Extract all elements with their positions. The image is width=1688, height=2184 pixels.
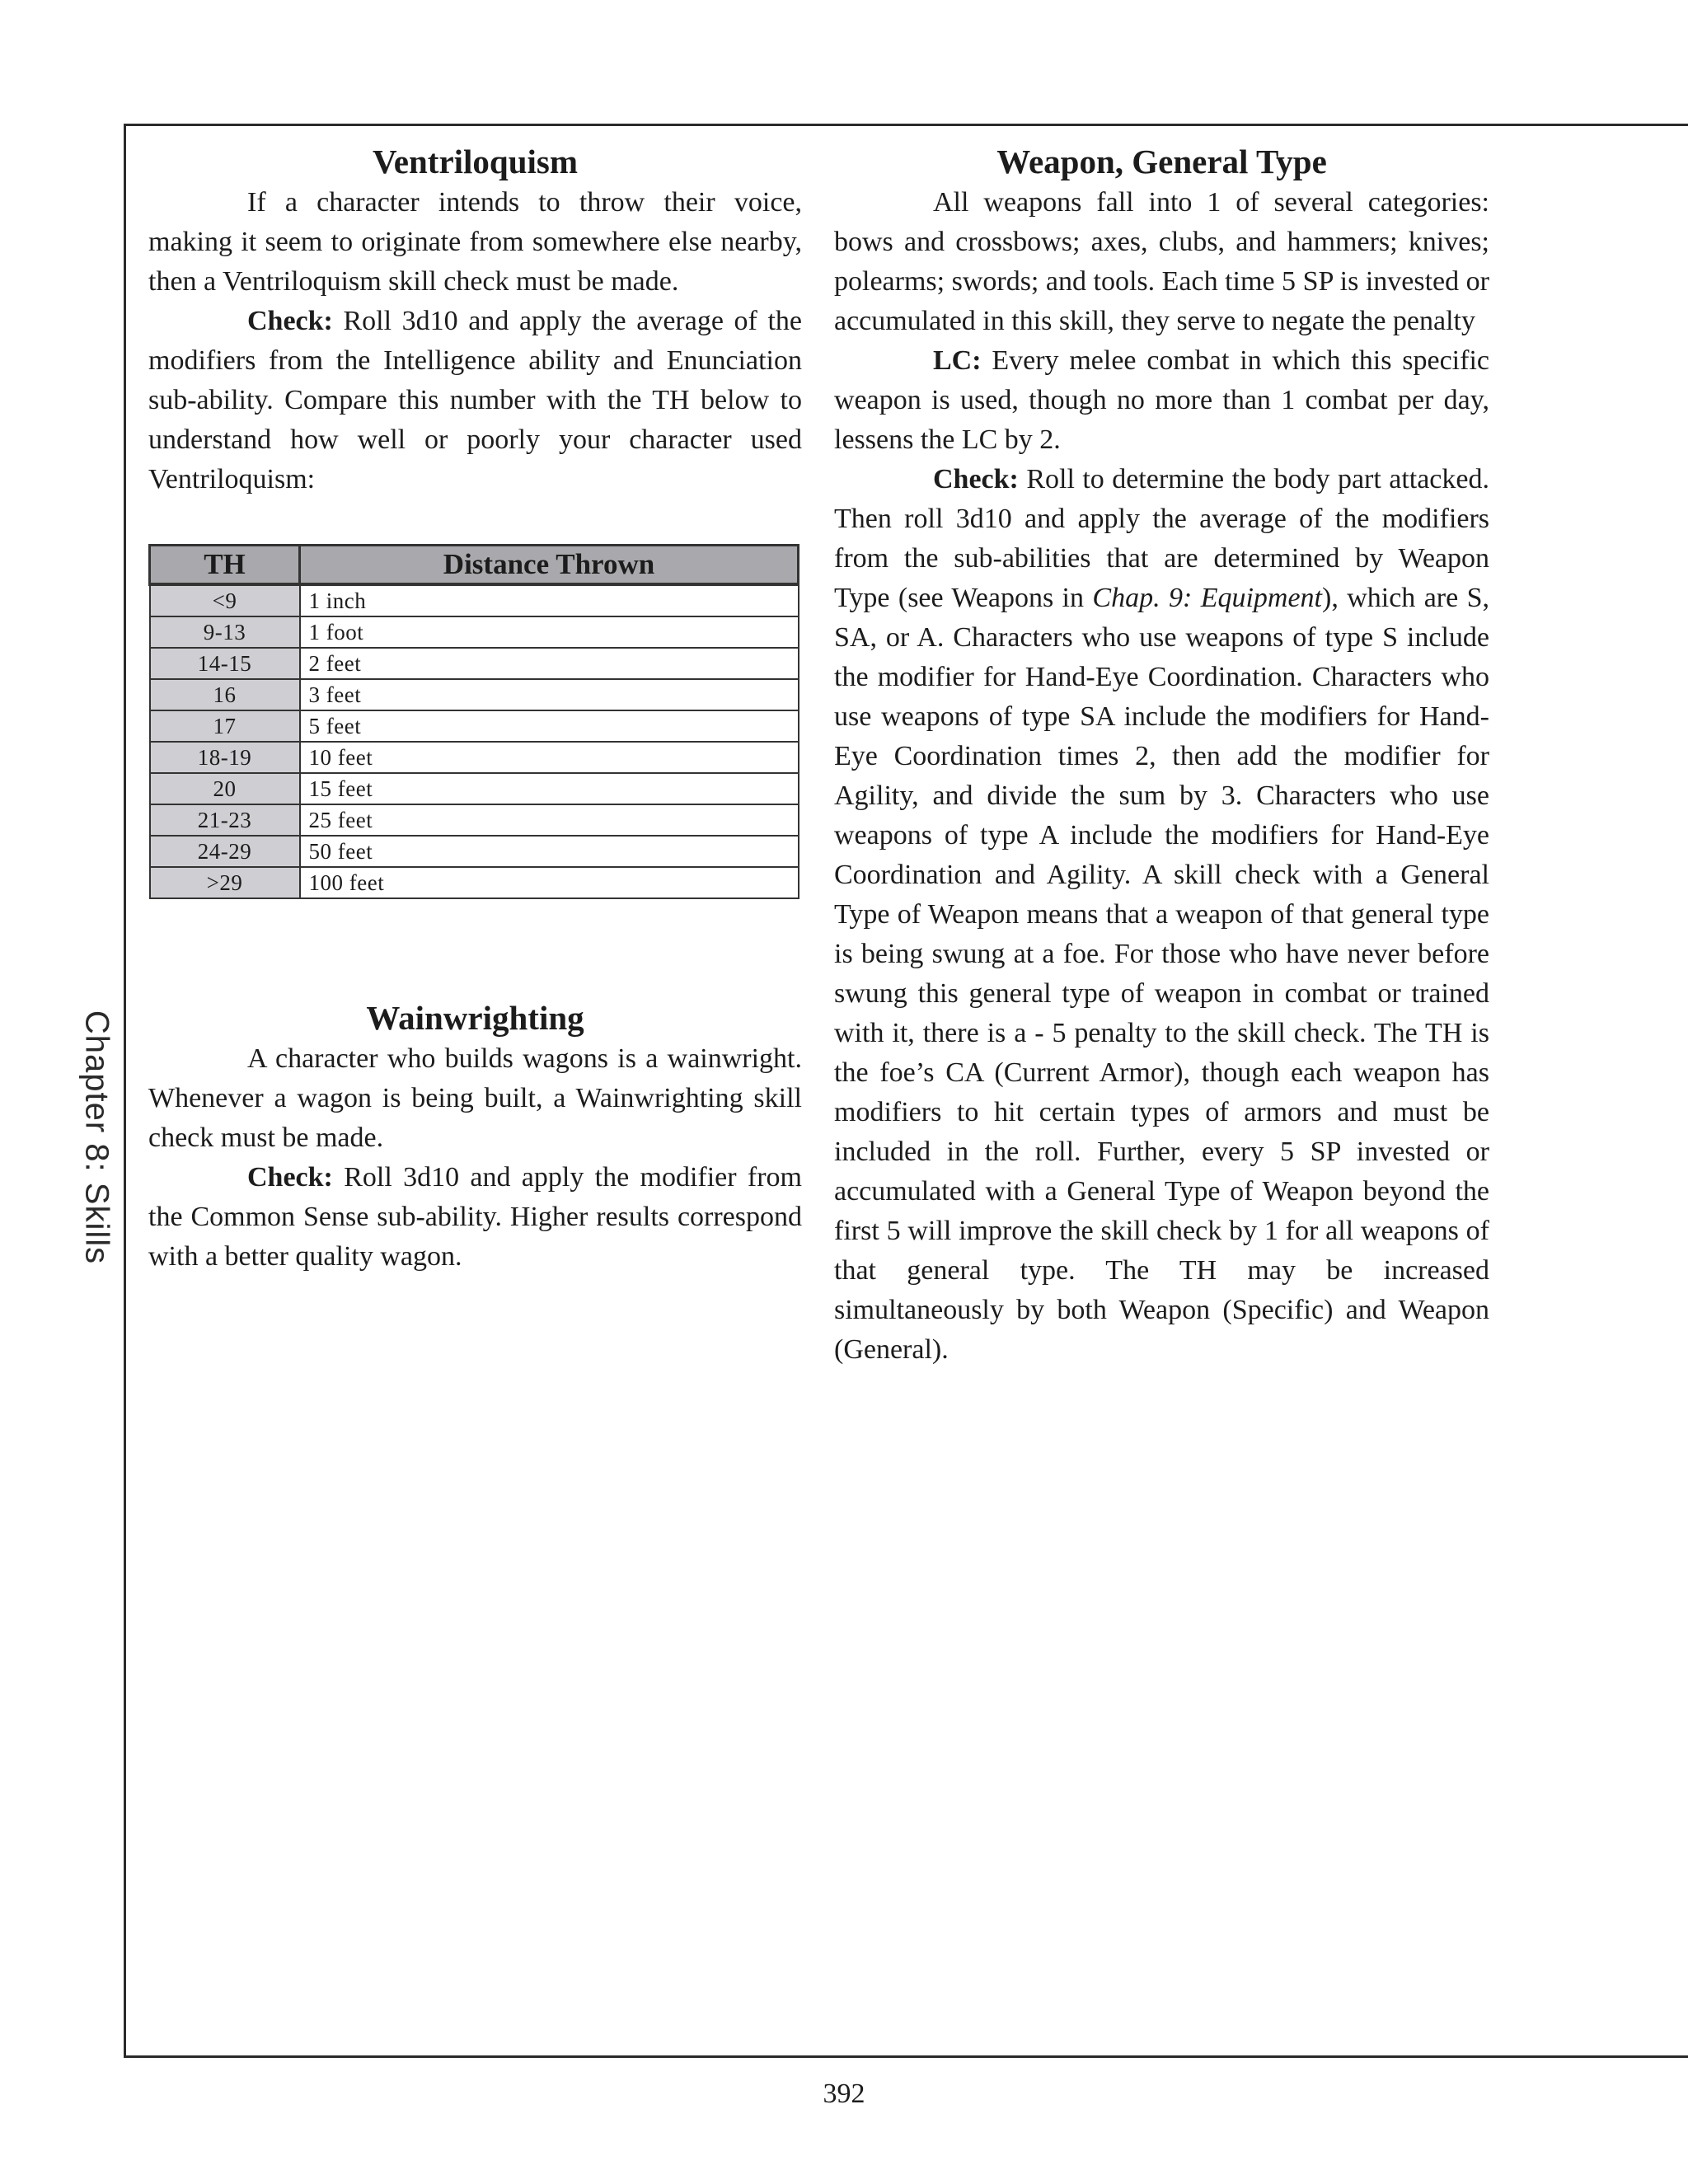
table-cell-th: 14-15 — [150, 648, 300, 679]
table-row — [150, 584, 799, 616]
table-cell-th: 20 — [150, 773, 300, 804]
ventriloquism-check-label: Check: — [247, 306, 333, 336]
section-wainwrighting — [148, 998, 802, 1277]
table-cell-th: 9-13 — [150, 616, 300, 648]
weapon-general-check-label: Check: — [933, 464, 1019, 494]
table-header-distance: Distance Thrown — [300, 546, 799, 585]
table-cell-th: 18-19 — [150, 742, 300, 773]
chapter-tab-label: Chapter 8: Skills — [78, 1010, 115, 1265]
section-spacer — [148, 899, 802, 998]
right-column — [834, 142, 1489, 1370]
table-row — [150, 679, 799, 710]
weapon-general-check — [834, 460, 1489, 1370]
wainwrighting-check-text: Roll 3d10 and apply the modifier from the Common Sense sub-ability. Higher results correspond with a better quality wagon. — [148, 1162, 802, 1272]
table-cell-th: <9 — [150, 584, 300, 616]
table-cell-distance: 100 feet — [300, 867, 799, 898]
table-header-th: TH — [150, 546, 300, 585]
table-row — [150, 742, 799, 773]
table-cell-distance: 3 feet — [300, 679, 799, 710]
table-cell-distance: 1 foot — [300, 616, 799, 648]
weapon-general-check-text-2: ), which are S, SA, or A. Characters who use weapons of type S include the modifier for Hand-Eye Coordination. Characters who use weapons of type SA include the modifiers for Hand-Eye Coordination times 2, then add the modifier for Agility, and divide the sum by 3. Characters who use weapons of type A include the modifiers for Hand-Eye Coordination and Agility. A skill check with a General Type of Weapon means that a weapon of that general type is being swung at a foe. For those who have never before swung this general type of weapon in combat or trained with it, there is a - 5 penalty to the skill check. The TH is the foe’s CA (Current Armor), though each weapon has modifiers to hit certain types of armors and must be included in the roll. Further, every 5 SP invested or accumulated with a General Type of Weapon beyond the first 5 will improve the skill check by 1 for all weapons of that general type. The TH may be increased simultaneously by both Weapon (Specific) and Weapon (General). — [834, 583, 1489, 1365]
table-cell-distance: 15 feet — [300, 773, 799, 804]
table-row — [150, 710, 799, 742]
distance-thrown-table — [148, 544, 799, 899]
table-row — [150, 648, 799, 679]
table-header-row — [150, 546, 799, 585]
table-cell-th: >29 — [150, 867, 300, 898]
section-ventriloquism — [148, 142, 802, 899]
table-cell-distance: 25 feet — [300, 804, 799, 836]
chapter-tab — [55, 956, 138, 1319]
weapon-general-check-text-1: Roll to determine the body part attacked. Then roll 3d10 and apply the average of the modifiers from the sub-abilities that are determined by Weapon Type (see Weapons in — [834, 464, 1489, 613]
wainwrighting-title: Wainwrighting — [366, 999, 584, 1037]
page-number: 392 — [823, 2079, 865, 2109]
weapon-general-lc-label: LC: — [933, 345, 982, 376]
weapon-general-title: Weapon, General Type — [996, 143, 1327, 180]
left-column — [148, 142, 802, 1277]
weapon-general-intro: All weapons fall into 1 of several categories: bows and crossbows; axes, clubs, and hammers; knives; polearms; swords; and tools. Each time 5 SP is invested or accumulated in this skill, they serve to negate the penalty — [834, 187, 1489, 336]
table-cell-distance: 1 inch — [300, 584, 799, 616]
ventriloquism-check-text: Roll 3d10 and apply the average of the modifiers from the Intelligence ability and Enunciation sub-ability. Compare this number with the TH below to understand how well or poorly your character used Ventriloquism: — [148, 306, 802, 494]
table-cell-th: 21-23 — [150, 804, 300, 836]
table-cell-distance: 10 feet — [300, 742, 799, 773]
weapon-general-lc — [834, 341, 1489, 460]
page-border-bottom — [124, 2055, 1688, 2058]
table-row — [150, 804, 799, 836]
weapon-general-lc-text: Every melee combat in which this specific weapon is used, though no more than 1 combat per day, lessens the LC by 2. — [834, 345, 1489, 455]
table-row — [150, 836, 799, 867]
table-cell-distance: 2 feet — [300, 648, 799, 679]
ventriloquism-intro: If a character intends to throw their voice, making it seem to originate from somewhere else nearby, then a Ventriloquism skill check must be made. — [148, 187, 802, 297]
table-cell-th: 16 — [150, 679, 300, 710]
wainwrighting-check-label: Check: — [247, 1162, 333, 1193]
table-cell-distance: 50 feet — [300, 836, 799, 867]
table-cell-distance: 5 feet — [300, 710, 799, 742]
table-row — [150, 616, 799, 648]
ventriloquism-title: Ventriloquism — [372, 143, 579, 180]
wainwrighting-check — [148, 1158, 802, 1277]
table-row — [150, 773, 799, 804]
table-cell-th: 24-29 — [150, 836, 300, 867]
table-row — [150, 867, 799, 898]
table-cell-th: 17 — [150, 710, 300, 742]
ventriloquism-check — [148, 302, 802, 499]
page-border-top — [125, 124, 1688, 126]
weapon-general-check-reference: Chap. 9: Equipment — [1092, 583, 1322, 613]
wainwrighting-intro: A character who builds wagons is a wainwright. Whenever a wagon is being built, a Wainwrighting skill check must be made. — [148, 1043, 802, 1153]
section-weapon-general-type — [834, 142, 1489, 1370]
